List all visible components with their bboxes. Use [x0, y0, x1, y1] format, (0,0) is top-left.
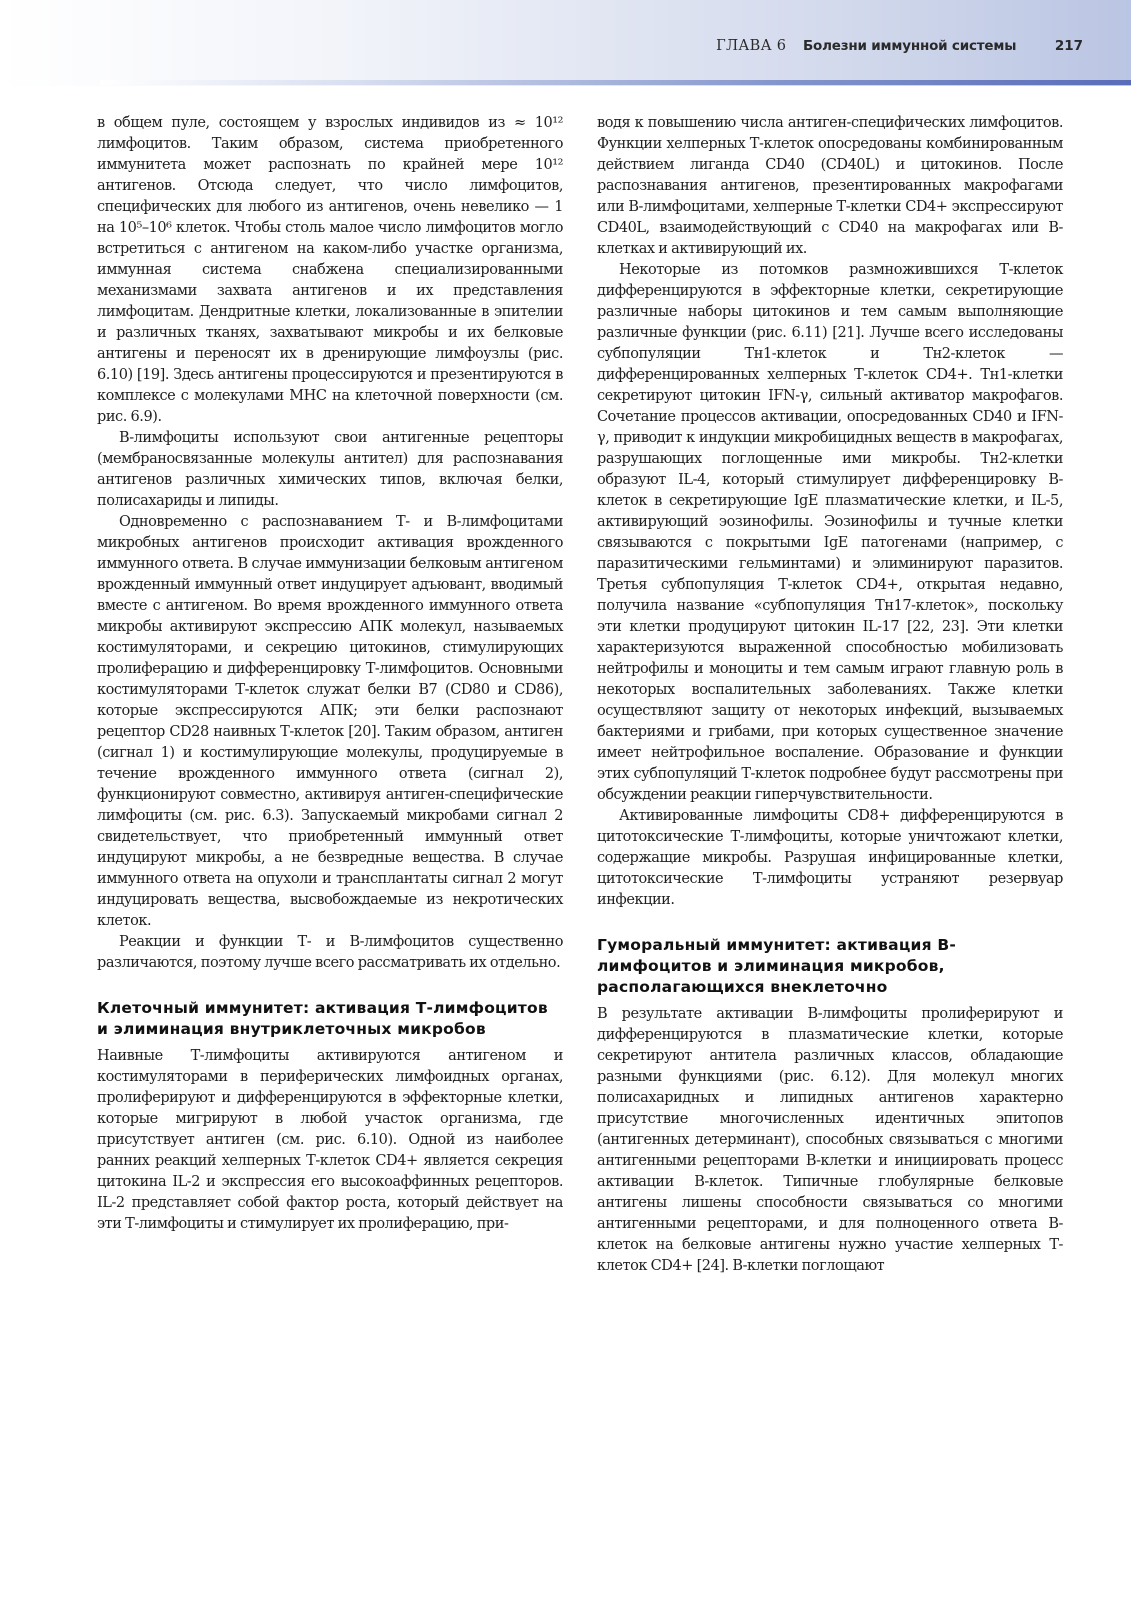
section-heading: Клеточный иммунитет: активация Т-лимфоцитов и элиминация внутриклеточных микробов: [97, 999, 548, 1038]
paragraph: в общем пуле, состоящем у взрослых индивидов из ≈ 10¹² лимфоцитов. Таким образом, система приобретенного иммунитета может распознать по крайней мере 10¹² антигенов. Отсюда следует, что число лимфоцитов, специфических для любого из антигенов, очень невелико — 1 на 10⁵–10⁶ клеток. Чтобы столь малое число лимфоцитов могло встретиться с антигеном на каком-либо участке организма, иммунная система снабжена специализированными механизмами захвата антигенов и их представления лимфоцитам. Дендритные клетки, локализованные в эпителии и различных тканях, захватывают микробы и их белковые антигены и переносят их в дренирующие лимфоузлы (рис. 6.10) [19]. Здесь антигены процессируются и презентируются в комплексе с молекулами MHC на клеточной поверхности (см. рис. 6.9).: [97, 115, 563, 425]
paragraph: В результате активации В-лимфоциты пролиферируют и дифференцируются в плазматические клетки, которые секретируют антитела различных классов, обладающие разными функциями (рис. 6.12). Для молекул многих полисахаридных и липидных антигенов характерно присутствие многочисленных идентичных эпитопов (антигенных детерминант), способных связываться с многими антигенными рецепторами В-клетки и инициировать процесс активации В-клеток. Типичные глобулярные белковые антигены лишены способности связываться со многими антигенными рецепторами, и для полноценного ответа В-клеток на белковые антигены нужно участие хелперных Т-клеток CD4+ [24]. В-клетки поглощают: [597, 1006, 1063, 1274]
chapter-label: ГЛАВА 6: [716, 38, 787, 54]
left-column: [97, 113, 563, 1235]
chapter-title: Болезни иммунной системы: [802, 38, 1017, 54]
paragraph: Реакции и функции Т- и В-лимфоцитов существенно различаются, поэтому лучше всего рассматривать их отдельно.: [97, 934, 563, 971]
paragraph: Активированные лимфоциты CD8+ дифференцируются в цитотоксические Т-лимфоциты, которые уничтожают клетки, содержащие микробы. Разрушая инфицированные клетки, цитотоксические Т-лимфоциты устраняют резервуар инфекции.: [597, 808, 1063, 908]
running-head: [716, 38, 1083, 54]
paragraph: Наивные Т-лимфоциты активируются антигеном и костимуляторами в периферических лимфоидных органах, пролиферируют и дифференцируются в эффекторные клетки, которые мигрируют в любой участок организма, где присутствует антиген (см. рис. 6.10). Одной из наиболее ранних реакций хелперных Т-клеток CD4+ является секреция цитокина IL-2 и экспрессия его высокоаффинных рецепторов. IL-2 представляет собой фактор роста, который действует на эти Т-лимфоциты и стимулирует их пролиферацию, при-: [97, 1048, 563, 1232]
page-number: 217: [1054, 38, 1083, 54]
paragraph: Одновременно с распознаванием Т- и В-лимфоцитами микробных антигенов происходит активация врожденного иммунного ответа. В случае иммунизации белковым антигеном врожденный иммунный ответ индуцирует адъювант, вводимый вместе с антигеном. Во время врожденного иммунного ответа микробы активируют экспрессию АПК молекул, называемых костимуляторами, и секрецию цитокинов, стимулирующих пролиферацию и дифференцировку Т-лимфоцитов. Основными костимуляторами Т-клеток служат белки B7 (CD80 и CD86), которые экспрессируются АПК; эти белки распознают рецептор CD28 наивных Т-клеток [20]. Таким образом, антиген (сигнал 1) и костимулирующие молекулы, продуцируемые в течение врожденного иммунного ответа (сигнал 2), функционируют совместно, активируя антиген-специфические лимфоциты (см. рис. 6.3). Запускаемый микробами сигнал 2 свидетельствует, что приобретенный иммунный ответ индуцируют микробы, а не безвредные вещества. В случае иммунного ответа на опухоли и трансплантаты сигнал 2 могут индуцировать вещества, высвобождаемые из некротических клеток.: [97, 514, 563, 929]
right-column: [597, 113, 1063, 1277]
page-header: [0, 0, 1131, 86]
paragraph: Некоторые из потомков размножившихся Т-клеток дифференцируются в эффекторные клетки, секретирующие различные наборы цитокинов и тем самым выполняющие различные функции (рис. 6.11) [21]. Лучше всего исследованы субпопуляции Tн1-клеток и Tн2-клеток — дифференцированных хелперных Т-клеток CD4+. Tн1-клетки секретируют цитокин IFN-γ, сильный активатор макрофагов. Сочетание процессов активации, опосредованных CD40 и IFN-γ, приводит к индукции микробицидных веществ в макрофагах, разрушающих поглощенные ими микробы. Tн2-клетки образуют IL-4, который стимулирует дифференцировку В-клеток в секретирующие IgE плазматические клетки, и IL-5, активирующий эозинофилы. Эозинофилы и тучные клетки связываются с покрытыми IgE патогенами (например, с паразитическими гельминтами) и элиминируют паразитов. Третья субпопуляция Т-клеток CD4+, открытая недавно, получила название «субпопуляция Tн17-клеток», поскольку эти клетки продуцируют цитокин IL-17 [22, 23]. Эти клетки характеризуются выраженной способностью мобилизовать нейтрофилы и моноциты и тем самым играют главную роль в некоторых воспалительных заболеваниях. Также клетки осуществляют защиту от некоторых инфекций, вызываемых бактериями и грибами, при которых существенное значение имеет нейтрофильное воспаление. Образование и функции этих субпопуляций Т-клеток подробнее будут рассмотрены при обсуждении реакции гиперчувствительности.: [597, 262, 1063, 803]
paragraph: В-лимфоциты используют свои антигенные рецепторы (мембраносвязанные молекулы антител) для распознавания антигенов различных химических типов, включая белки, полисахариды и липиды.: [97, 430, 563, 509]
section-heading: Гуморальный иммунитет: активация В-лимфоцитов и элиминация микробов, располагающихся внеклеточно: [597, 936, 956, 996]
paragraph: водя к повышению числа антиген-специфических лимфоцитов. Функции хелперных Т-клеток опосредованы комбинированным действием лиганда CD40 (CD40L) и цитокинов. После распознавания антигенов, презентированных макрофагами или В-лимфоцитами, хелперные Т-клетки CD4+ экспрессируют CD40L, взаимодействующий с CD40 на макрофагах или В-клетках и активирующий их.: [597, 115, 1063, 257]
header-rule: [100, 80, 1131, 85]
